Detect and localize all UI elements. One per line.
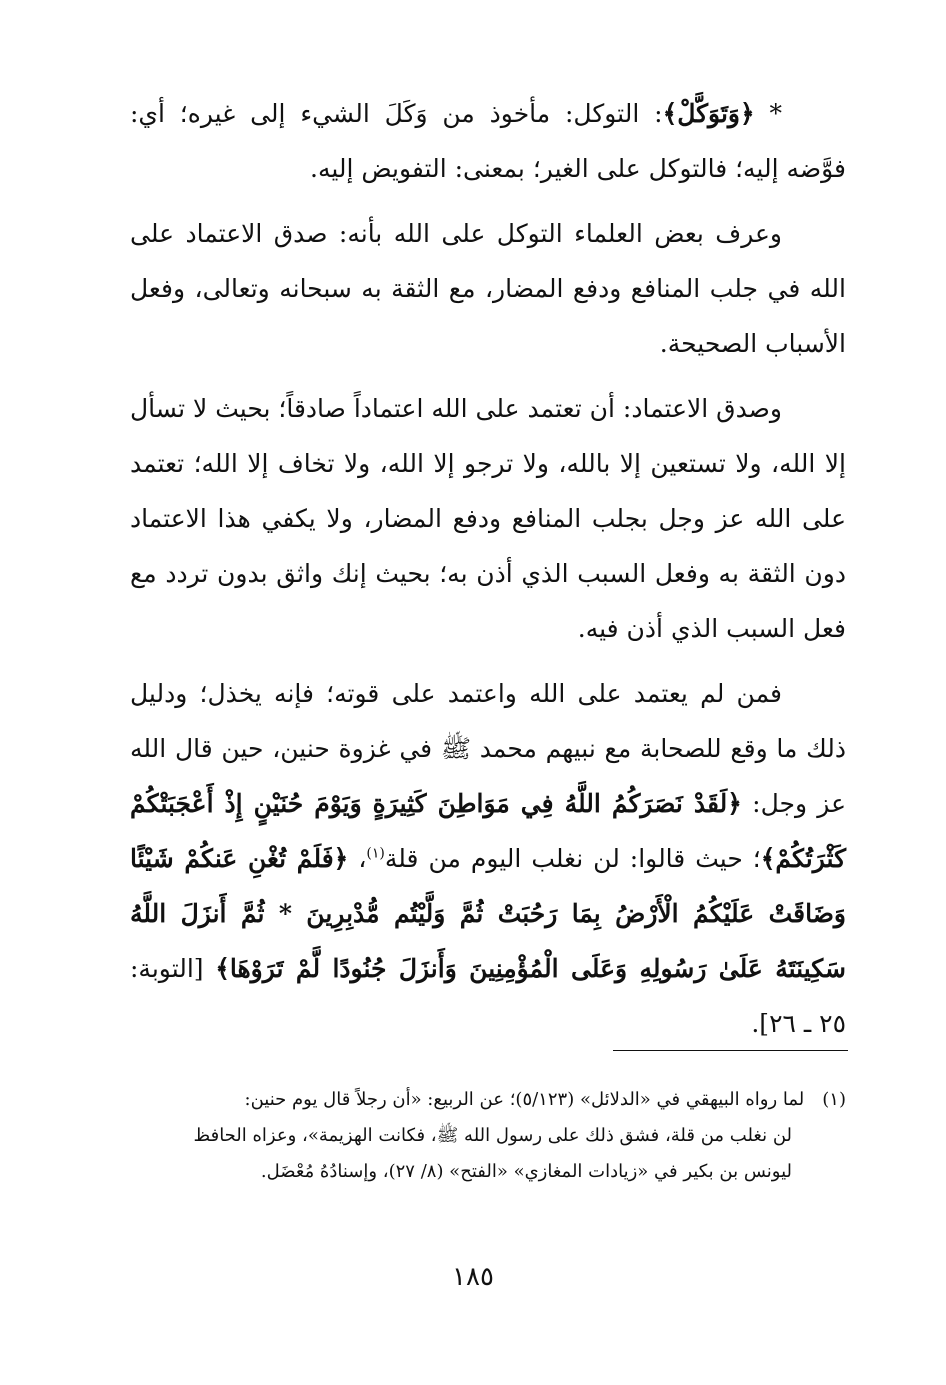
footnote-text: لما رواه البيهقي في «الدلائل» (٥/١٢٣)؛ عن الربيع: «أن رجلاً قال يوم حنين: (244, 1089, 805, 1110)
quran-quote-tawbah: ﴿فَلَمْ تُغْنِ عَنكُمْ شَيْئًا وَضَاقَتْ عَلَيْكُمُ الْأَرْضُ بِمَا رَحُبَتْ ثُمَّ وَلَّيْتُم مُّدْبِرِينَ * ثُمَّ أَنزَلَ اللَّهُ سَكِينَتَهُ عَلَىٰ رَسُولِهِ وَعَلَى الْمُؤْمِنِينَ وَأَنزَلَ جُنُودًا لَّمْ تَرَوْهَا﴾ (130, 844, 846, 983)
paragraph-text: فمن لم يعتمد على الله واعتمد على قوته؛ فإنه يخذل؛ ودليل ذلك ما وقع للصحابة مع نبيهم محمد ﷺ في غزوة حنين، حين قال الله عز وجل: (130, 679, 846, 818)
page-body (130, 86, 846, 1051)
page-number: ١٨٥ (452, 1262, 494, 1292)
quran-quote-tawakkal: ﴿وَتَوَكَّلْ﴾ (662, 99, 755, 128)
paragraph-sincere-reliance: وصدق الاعتماد: أن تعتمد على الله اعتماداً صادقاً؛ بحيث لا تسأل إلا الله، ولا تستعين إلا بالله، ولا ترجو إلا الله، ولا تخاف إلا الله؛ تعتمد على الله عز وجل بجلب المنافع ودفع المضار، ولا يكفي هذا الاعتماد دون الثقة به وفعل السبب الذي أذن به؛ بحيث إنك واثق بدون تردد مع فعل السبب الذي أذن فيه. (130, 394, 846, 643)
footnote-reference[interactable]: (١) (366, 845, 385, 862)
quran-quote-hunayn: ﴿لَقَدْ نَصَرَكُمُ اللَّهُ فِي مَوَاطِنَ كَثِيرَةٍ وَيَوْمَ حُنَيْنٍ إِذْ أَعْجَبَتْكُمْ كَثْرَتُكُمْ﴾ (130, 789, 846, 873)
paragraph-tawakkul-definition (130, 86, 846, 196)
paragraph-text: ؛ حيث قالوا: لن نغلب اليوم من قلة (384, 844, 761, 873)
paragraph-text: : التوكل: مأخوذ من وَكَلَ الشيء إلى غيره؛ أي: فوَّضه إليه؛ فالتوكل على الغير؛ بمعنى: التفويض إليه. (130, 99, 846, 183)
bullet-star: * (769, 99, 783, 128)
paragraph-text: ، (358, 844, 367, 873)
footnote-line: لن نغلب من قلة، فشق ذلك على رسول الله ﷺ، فكانت الهزيمة»، وعزاه الحافظ (193, 1125, 792, 1146)
footnote-line: ليونس بن بكير في «زيادات المغازي» «الفتح» (٨/ ٢٧)، وإسنادُهُ مُعْضَل. (260, 1161, 792, 1182)
footnote-line (140, 1082, 846, 1118)
paragraph-scholars-definition: وعرف بعض العلماء التوكل على الله بأنه: صدق الاعتماد على الله في جلب المنافع ودفع المضار، مع الثقة به سبحانه وتعالى، وفعل الأسباب الصحيحة. (130, 219, 846, 358)
surah-reference: [التوبة: ٢٥ ـ ٢٦]. (130, 954, 846, 1038)
footnote-divider (613, 1050, 848, 1051)
footnote-number: (١) (822, 1089, 846, 1110)
paragraph-hunayn (130, 666, 846, 1051)
footnote (140, 1082, 846, 1190)
